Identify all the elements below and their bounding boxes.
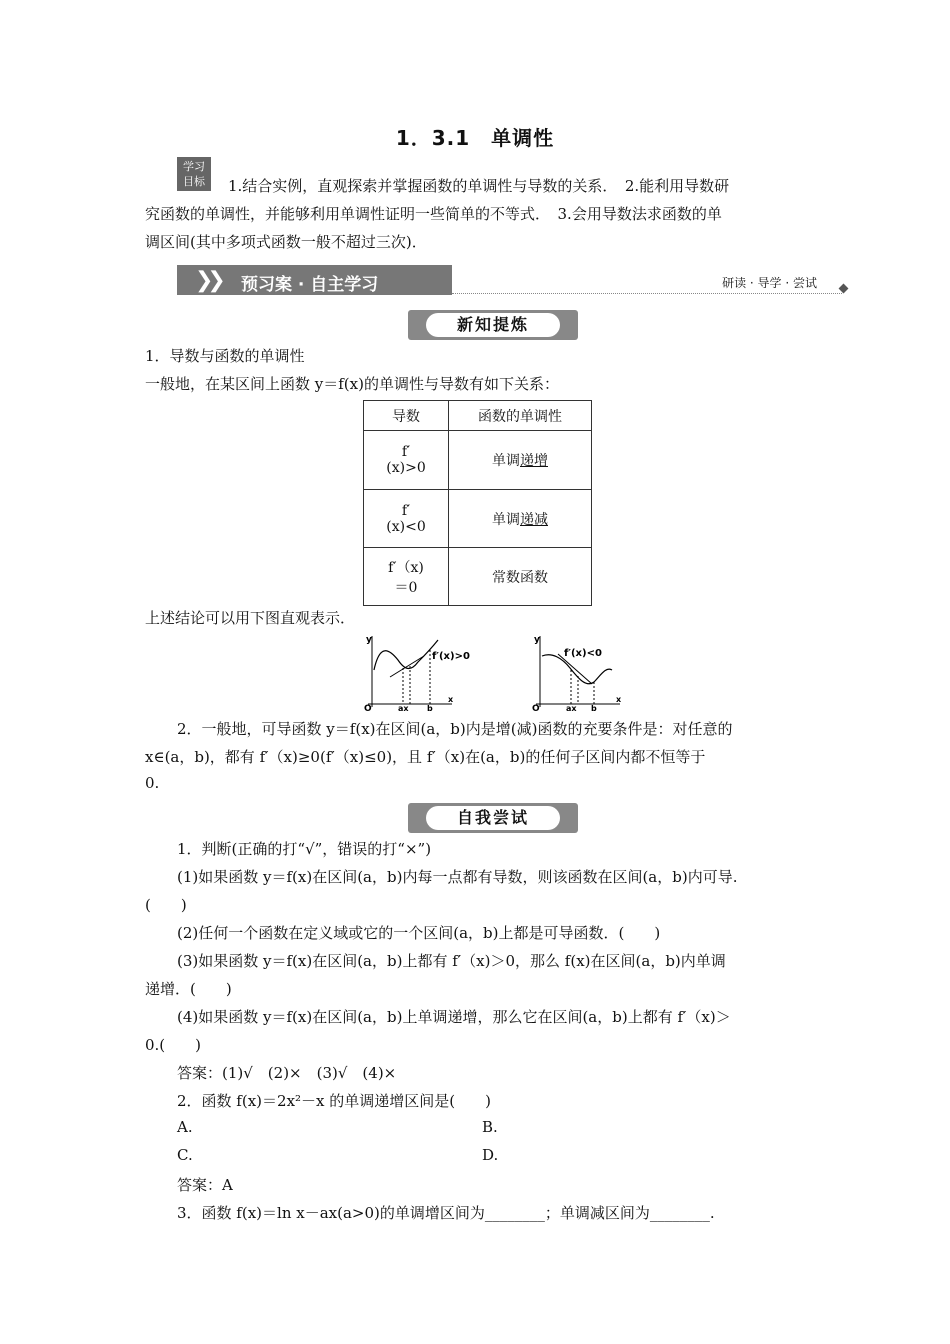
q2-answer: 答案：A <box>177 1176 233 1194</box>
p2-line-1: 2．一般地，可导函数 y＝f(x)在区间(a，b)内是增(减)函数的充要条件是：对任意的 <box>177 720 733 738</box>
q1-item-3: (3)如果函数 y＝f(x)在区间(a，b)上都有 f′（x)＞0，那么 f(x)在区间(a，b)内单调 <box>177 952 726 970</box>
diamond-icon <box>839 284 849 294</box>
table-header-derivative: 导数 <box>364 401 449 431</box>
section-badge-self-test <box>408 803 578 833</box>
p2-line-3: 0. <box>145 774 160 792</box>
curve <box>374 640 438 670</box>
tangent-line <box>390 656 424 677</box>
goal-line-3: 调区间(其中多项式函数一般不超过三次)． <box>145 233 427 251</box>
derivative-label: f′(x)<0 <box>564 648 602 659</box>
q1-answer: 答案：(1)√ (2)× (3)√ (4)× <box>177 1064 397 1082</box>
x-label: x <box>616 695 622 704</box>
section-badge-new-knowledge <box>408 310 578 340</box>
after-table-text: 上述结论可以用下图直观表示． <box>145 609 356 627</box>
q2-prompt: 2．函数 f(x)＝2x²－x 的单调递增区间是( ) <box>177 1092 491 1110</box>
table-row <box>364 431 592 490</box>
table-cell-derivative-bottom: (x)>0 <box>386 460 426 476</box>
relation-table <box>363 400 592 606</box>
q1-item-4-cont: 0.( ) <box>145 1036 202 1054</box>
q1-item-2: (2)任何一个函数在定义域或它的一个区间(a，b)上都是可导函数．( ) <box>177 924 661 942</box>
ax-label: ax <box>398 704 409 713</box>
table-cell-derivative-bottom: (x)<0 <box>386 518 426 535</box>
table-cell-mono-answer: 递减 <box>520 511 548 528</box>
y-label: y <box>534 635 540 645</box>
curve <box>542 655 612 684</box>
x-label: x <box>448 695 454 704</box>
q1-item-3-cont: 递增．( ) <box>145 980 232 998</box>
goal-badge-line-2: 目标 <box>183 175 205 188</box>
q1-prompt: 1．判断(正确的打“√”，错误的打“×”) <box>177 840 432 858</box>
section-badge-label: 新知提炼 <box>426 313 560 337</box>
b-label: b <box>427 704 433 713</box>
q2-option-a: A. <box>177 1118 193 1136</box>
table-row <box>364 548 592 606</box>
goal-line-1: 1.结合实例，直观探索并掌握函数的单调性与导数的关系． 2.能利用导数研 <box>228 177 730 195</box>
banner-dotted-line <box>452 293 842 294</box>
q2-option-c: C. <box>177 1146 193 1164</box>
table-cell-derivative-bottom: ＝0 <box>394 579 418 596</box>
q2-option-d: D. <box>482 1146 499 1164</box>
table-cell-mono-prefix: 单调 <box>492 511 520 528</box>
table-header-monotonicity: 函数的单调性 <box>449 401 592 431</box>
origin-label: O <box>364 704 372 714</box>
learning-goals-badge <box>177 157 211 191</box>
table-cell-derivative-top: f′ <box>401 502 411 519</box>
section-banner <box>177 265 847 297</box>
table-cell-mono-prefix: 单调 <box>492 453 520 469</box>
graph-decreasing <box>528 632 628 712</box>
goal-badge-line-1: 学习 <box>183 160 205 173</box>
banner-subtitle: 研读 · 导学 · 尝试 <box>722 276 817 290</box>
section-badge-label: 自我尝试 <box>426 806 560 830</box>
p2-line-2: x∈(a，b)，都有 f′（x)≥0(f′（x)≤0)，且 f′（x)在(a，b)的任何子区间内都不恒等于 <box>145 748 706 766</box>
table-row <box>364 490 592 548</box>
table-cell-derivative-top: f′（x) <box>388 559 424 576</box>
heading-derivative-monotonicity: 1．导数与函数的单调性 <box>145 347 305 365</box>
graph-increasing <box>360 632 470 714</box>
table-cell-derivative-top: f′ <box>401 444 411 460</box>
table-cell-mono-prefix: 常数函数 <box>492 569 548 586</box>
page-title: 1．3.1 单调性 <box>395 126 555 150</box>
goal-line-2: 究函数的单调性，并能够利用单调性证明一些简单的不等式． 3.会用导数法求函数的单 <box>145 205 722 223</box>
q1-item-1: (1)如果函数 y＝f(x)在区间(a，b)内每一点都有导数，则该函数在区间(a，b)内可导. <box>177 868 738 886</box>
y-label: y <box>366 635 372 645</box>
banner-title: 预习案 · 自主学习 <box>241 275 379 295</box>
q1-item-4: (4)如果函数 y＝f(x)在区间(a，b)上单调递增，那么它在区间(a，b)上都有 f′（x)＞ <box>177 1008 731 1026</box>
origin-label: O <box>532 704 540 714</box>
chevron-right-icon: ❯❯ <box>195 268 220 293</box>
table-cell-mono-answer: 递增 <box>520 453 548 469</box>
q1-item-1-blank: ( ) <box>145 896 187 914</box>
b-label: b <box>591 704 597 713</box>
ax-label: ax <box>566 704 577 713</box>
intro-text: 一般地，在某区间上函数 y＝f(x)的单调性与导数有如下关系： <box>145 375 559 393</box>
q3-prompt: 3．函数 f(x)＝ln x－ax(a>0)的单调增区间为________；单调减区间为________. <box>177 1204 715 1222</box>
derivative-label: f′(x)>0 <box>432 651 470 662</box>
q2-option-b: B. <box>482 1118 498 1136</box>
